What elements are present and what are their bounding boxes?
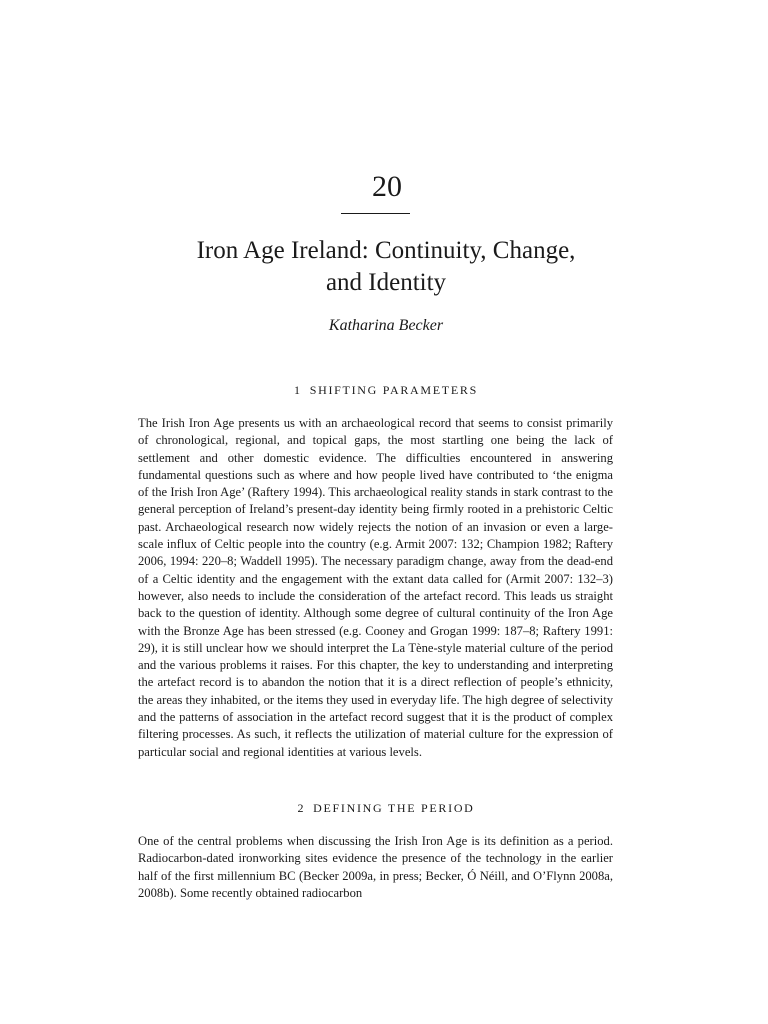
- chapter-number: 20: [372, 170, 402, 203]
- chapter-title-line-2: and Identity: [325, 269, 447, 296]
- chapter-title: [100, 235, 668, 299]
- section-heading-1: [0, 382, 768, 398]
- section-title: SHIFTING PARAMETERS: [309, 383, 478, 397]
- section-number: 2: [297, 801, 306, 815]
- body-paragraph-1: The Irish Iron Age presents us with an archaeological record that seems to consist primarily of chronological, regional, and topical gaps, the most startling one being the lack of settlement and other domestic evidence. The difficulties encountered in answering fundamental questions such as where and how people lived have contributed to ‘the enigma of the Irish Iron Age’ (Raftery 1994). This archaeological reality stands in stark contrast to the general perception of Ireland’s present-day identity being firmly rooted in a prehistoric Celtic past. Archaeological research now widely rejects the notion of an invasion or even a large-scale influx of Celtic people into the country (e.g. Armit 2007: 132; Champion 1982; Raftery 2006, 1994: 220–8; Waddell 1995). The necessary paradigm change, away from the dead-end of a Celtic identity and the engagement with the extant data called for (Armit 2007: 132–3) however, also needs to include the consideration of the artefact record. This leads us straight back to the question of identity. Although some degree of cultural continuity of the Iron Age with the Bronze Age has been stressed (e.g. Cooney and Grogan 1999: 187–8; Raftery 1991: 29), it is still unclear how we should interpret the La Tène-style material culture of the period and the various problems it raises. For this chapter, the key to understanding and interpreting the artefact record is to abandon the notion that it is a direct reflection of people’s ethnicity, the areas they inhabited, or the items they used in everyday life. The high degree of selectivity and the patterns of association in the artefact record suggest that it is the product of complex filtering processes. As such, it reflects the utilization of material culture for the expression of particular social and regional identities at various levels.: [138, 416, 613, 759]
- chapter-title-line-1: Iron Age Ireland: Continuity, Change,: [196, 237, 576, 264]
- chapter-number-rule: [341, 213, 410, 214]
- section-title: DEFINING THE PERIOD: [313, 801, 475, 815]
- body-paragraph-2: One of the central problems when discussing the Irish Iron Age is its definition as a period. Radiocarbon-dated ironworking sites evidence the presence of the technology in the earlier half of the first millennium BC (Becker 2009a, in press; Becker, Ó Néill, and O’Flynn 2008a, 2008b). Some recently obtained radiocarbon: [138, 834, 613, 900]
- section-number: 1: [294, 383, 302, 397]
- section-heading-2: [0, 800, 768, 816]
- author-name: Katharina Becker: [328, 317, 444, 334]
